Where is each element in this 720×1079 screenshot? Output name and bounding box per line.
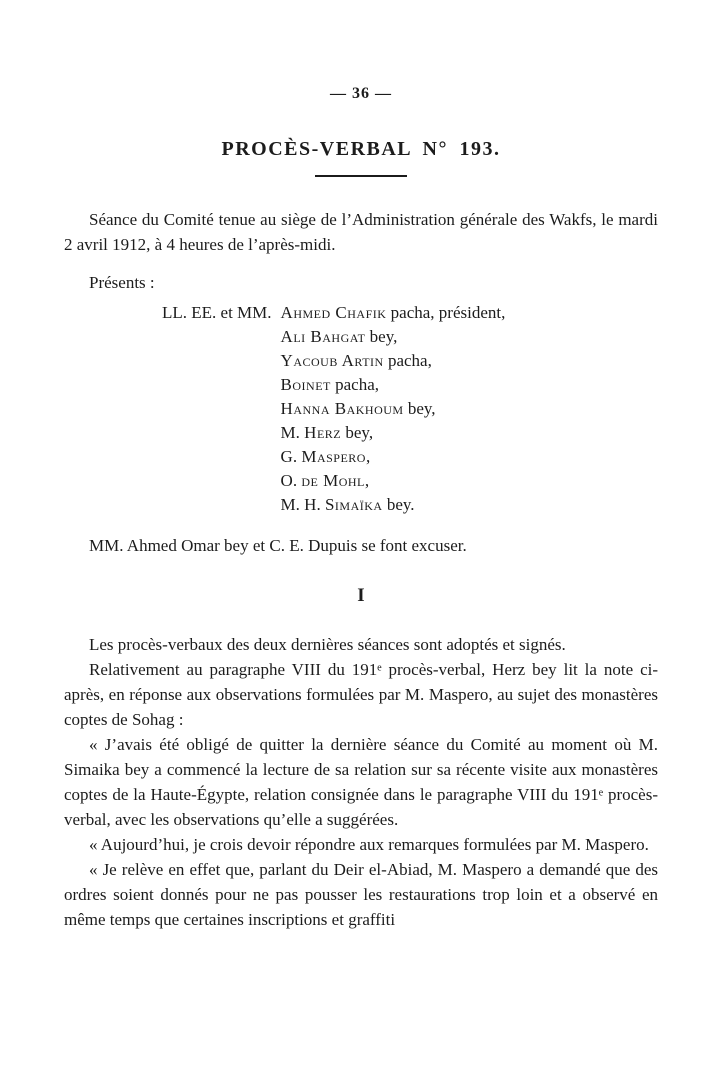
presents-title: bey, (403, 399, 436, 419)
presents-row (281, 325, 658, 349)
presents-name: Ahmed Chafik (280, 303, 387, 323)
presents-row (281, 469, 658, 493)
presents-title: pacha, président, (386, 303, 506, 323)
paragraph-quote-2: « Aujourd’hui, je crois devoir répondre aux remarques formulées par M. Maspero. (89, 835, 649, 855)
presents-title: bey, (365, 327, 398, 347)
presents-intro-spacer (162, 421, 281, 445)
presents-prefix: M. H. (280, 495, 325, 515)
paragraph-quote-3: « Je relève en effet que, parlant du Deir el-Abiad, M. Maspero a demandé que des ordres soient donnés pour ne pas pousser les restaurations trop loin et a observé en même temps que certaines inscriptions et graffiti (64, 860, 658, 930)
presents-row (281, 373, 658, 397)
excuses-line: MM. Ahmed Omar bey et C. E. Dupuis se font excuser. (89, 536, 467, 556)
presents-prefix: O. (280, 471, 302, 491)
presents-intro: LL. EE. et MM. (162, 303, 272, 323)
paragraph-relativement: Relativement au paragraphe VIII du 191ᵉ procès-verbal, Herz bey lit la note ci-après, en réponse aux observations formulées par M. Maspero, au sujet des monastères coptes de Sohag : (64, 660, 658, 730)
presents-title: bey. (382, 495, 415, 515)
body-paragraphs (64, 632, 658, 932)
presents-row (281, 421, 658, 445)
presents-row (281, 445, 658, 469)
presents-name: Maspero (301, 447, 366, 467)
page-number: — 36 — (330, 85, 392, 102)
presents-list (162, 301, 658, 517)
presents-intro-spacer (162, 349, 281, 373)
presents-name: Hanna Bakhoum (280, 399, 404, 419)
presents-prefix: M. (280, 423, 305, 443)
presents-intro-spacer (162, 373, 281, 397)
presents-title: pacha, (383, 351, 432, 371)
presents-intro-spacer (162, 397, 281, 421)
seance-paragraph: Séance du Comité tenue au siège de l’Administration générale des Wakfs, le mardi 2 avril 1912, à 4 heures de l’après-midi. (64, 210, 658, 255)
presents-row (281, 349, 658, 373)
paragraph-adoption: Les procès-verbaux des deux dernières séances sont adoptés et signés. (89, 635, 566, 655)
presents-intro-spacer (162, 469, 281, 493)
presents-name: Yacoub Artin (280, 351, 384, 371)
presents-row (281, 493, 658, 517)
section-numeral: I (357, 585, 365, 607)
presents-intro-spacer (162, 493, 281, 517)
presents-label: Présents : (89, 273, 155, 293)
presents-title: , (365, 447, 371, 467)
presents-title: pacha, (330, 375, 380, 395)
presents-title: bey, (341, 423, 374, 443)
presents-prefix: G. (280, 447, 302, 467)
presents-row (281, 301, 658, 325)
presents-name: Herz (304, 423, 342, 443)
presents-title: , (364, 471, 370, 491)
document-title: PROCÈS-VERBAL N° 193. (221, 138, 501, 160)
presents-intro-spacer (162, 445, 281, 469)
presents-name: de Mohl (301, 471, 365, 491)
paragraph-quote-1: « J’avais été obligé de quitter la dernière séance du Comité au moment où M. Simaika bey a commencé la lecture de sa relation sur sa récente visite aux monastères coptes de la Haute-Égypte, relation consignée dans le paragraphe VIII du 191ᵉ procès-verbal, avec les observations qu’elle a suggérées. (64, 735, 658, 830)
presents-name: Simaïka (324, 495, 383, 515)
presents-row (281, 397, 658, 421)
presents-name: Boinet (280, 375, 331, 395)
presents-intro-spacer (162, 325, 281, 349)
presents-name: Ali Bahgat (280, 327, 366, 347)
title-rule (315, 175, 407, 177)
